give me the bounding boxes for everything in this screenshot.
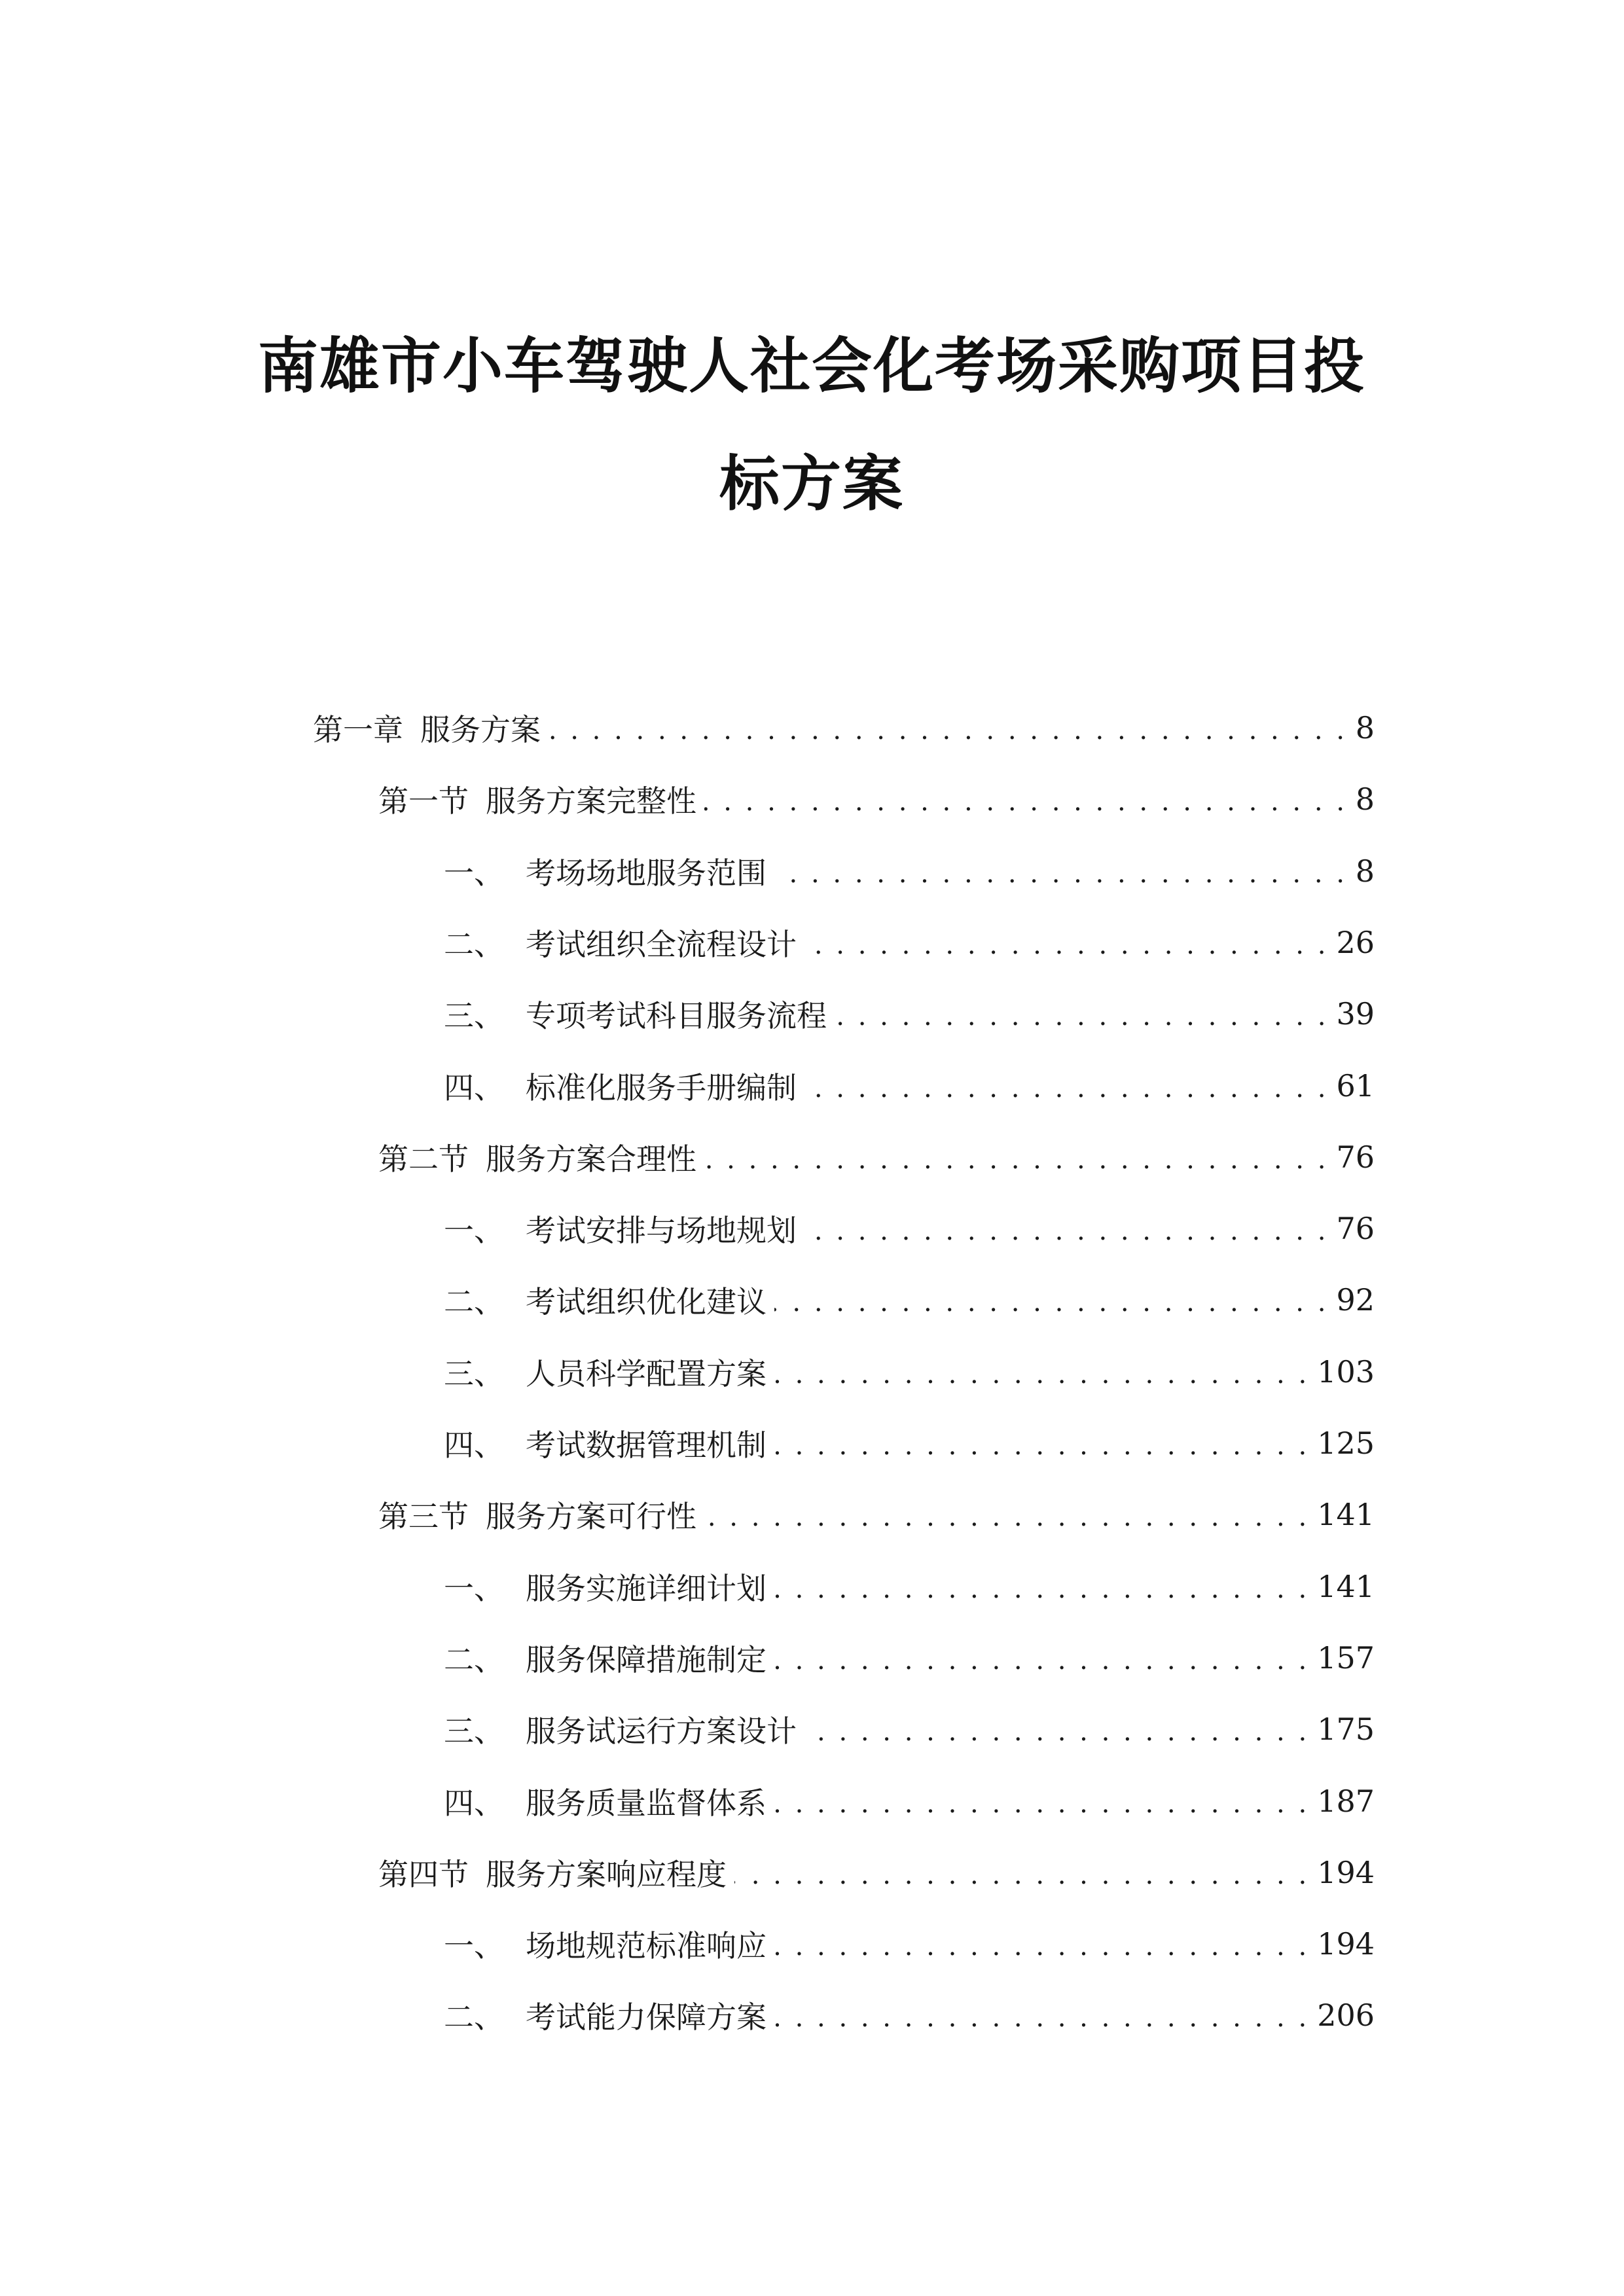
toc-leader-dots — [774, 1280, 1328, 1319]
toc-entry[interactable] — [444, 1908, 1375, 1980]
toc-entry[interactable] — [444, 835, 1375, 907]
toc-entry-number: 三、 — [444, 1355, 504, 1391]
toc-entry-text: 服务方案可行性 — [486, 1499, 696, 1535]
toc-entry-text: 专项考试科目服务流程 — [526, 998, 827, 1034]
toc-entry-number: 二、 — [444, 926, 504, 962]
toc-entry-number: 第四节 — [378, 1856, 469, 1892]
toc-entry[interactable] — [444, 1622, 1375, 1694]
toc-entry[interactable] — [444, 1551, 1375, 1623]
toc-entry[interactable] — [444, 1050, 1375, 1122]
toc-entry-text: 服务实施详细计划 — [526, 1570, 767, 1606]
toc-leader-dots — [804, 1209, 1328, 1248]
toc-entry-number: 四、 — [444, 1427, 504, 1463]
toc-entry-text: 服务方案合理性 — [486, 1141, 696, 1177]
toc-page-number: 8 — [1355, 781, 1375, 817]
toc-leader-dots — [774, 1567, 1309, 1606]
toc-leader-dots — [774, 852, 1347, 891]
toc-entry-text: 考试能力保障方案 — [526, 2000, 767, 2036]
toc-entry-number: 一、 — [444, 1213, 504, 1249]
toc-page-number: 141 — [1317, 1568, 1375, 1604]
toc-entry-label — [444, 1922, 767, 1965]
toc-entry[interactable] — [444, 906, 1375, 978]
toc-entry-text: 服务试运行方案设计 — [526, 1713, 797, 1749]
toc-entry-number: 第一节 — [378, 783, 469, 819]
toc-entry[interactable] — [444, 1264, 1375, 1336]
toc-entry-label — [444, 1350, 767, 1393]
toc-entry[interactable] — [378, 1121, 1375, 1193]
toc-entry[interactable] — [444, 1407, 1375, 1479]
toc-page-number: 141 — [1317, 1497, 1375, 1533]
toc-entry[interactable] — [444, 978, 1375, 1050]
toc-entry-label — [444, 1994, 767, 2037]
toc-entry-label — [444, 1708, 797, 1751]
toc-page-number: 26 — [1336, 924, 1375, 960]
toc-entry-label — [378, 1851, 727, 1894]
toc-entry-text: 服务方案 — [420, 712, 541, 747]
toc-entry-number: 第三节 — [378, 1499, 469, 1535]
toc-page-number: 194 — [1317, 1926, 1375, 1962]
toc-entry-label — [444, 1780, 767, 1823]
toc-page-number: 175 — [1317, 1712, 1375, 1748]
toc-entry[interactable] — [313, 692, 1375, 764]
toc-entry[interactable] — [444, 1193, 1375, 1265]
toc-leader-dots — [804, 923, 1328, 962]
toc-entry-text: 服务方案完整性 — [486, 783, 696, 819]
toc-entry-label — [313, 706, 541, 749]
toc-entry-number: 二、 — [444, 2000, 504, 2036]
toc-page-number: 92 — [1336, 1282, 1375, 1318]
toc-leader-dots — [549, 708, 1347, 747]
toc-entry-label — [444, 1565, 767, 1608]
toc-entry-text: 考试组织优化建议 — [526, 1284, 767, 1320]
toc-page-number: 157 — [1317, 1640, 1375, 1676]
toc-entry[interactable] — [378, 1479, 1375, 1551]
toc-entry-label — [444, 992, 827, 1035]
toc-leader-dots — [835, 994, 1328, 1033]
toc-page-number: 187 — [1317, 1783, 1375, 1819]
toc-page-number: 125 — [1317, 1426, 1375, 1461]
toc-entry-label — [378, 778, 696, 821]
toc-leader-dots — [774, 1996, 1309, 2035]
toc-entry[interactable] — [444, 1979, 1375, 2051]
toc-entry-number: 二、 — [444, 1284, 504, 1320]
toc-page-number: 8 — [1355, 853, 1375, 889]
toc-entry-text: 标准化服务手册编制 — [526, 1069, 797, 1105]
toc-entry-text: 人员科学配置方案 — [526, 1355, 767, 1391]
toc-entry[interactable] — [444, 1693, 1375, 1765]
toc-entry-text: 服务方案响应程度 — [486, 1856, 727, 1892]
toc-entry-label — [444, 1636, 767, 1679]
toc-entry-text: 考试数据管理机制 — [526, 1427, 767, 1463]
toc-leader-dots — [804, 1710, 1309, 1749]
toc-leader-dots — [774, 1924, 1309, 1964]
toc-page-number: 76 — [1336, 1211, 1375, 1247]
toc-leader-dots — [734, 1853, 1309, 1892]
toc-entry-number: 四、 — [444, 1069, 504, 1105]
toc-entry-label — [444, 850, 767, 893]
title-line-1: 南雄市小车驾驶人社会化考场采购项目投 — [257, 331, 1365, 401]
toc-entry-text: 考试组织全流程设计 — [526, 926, 797, 962]
toc-entry-text: 考试安排与场地规划 — [526, 1213, 797, 1249]
toc-page-number: 76 — [1336, 1139, 1375, 1175]
toc-entry-number: 第二节 — [378, 1141, 469, 1177]
toc-page-number: 39 — [1336, 996, 1375, 1032]
toc-entry-text: 考场场地服务范围 — [526, 855, 767, 891]
toc-page-number: 103 — [1317, 1354, 1375, 1390]
toc-leader-dots — [704, 1138, 1328, 1177]
toc-entry-number: 四、 — [444, 1785, 504, 1821]
toc-entry-text: 服务保障措施制定 — [526, 1641, 767, 1677]
toc-page-number: 206 — [1317, 1998, 1375, 2034]
toc-entry[interactable] — [444, 1765, 1375, 1837]
toc-entry[interactable] — [378, 763, 1375, 835]
document-title — [196, 308, 1427, 543]
toc-leader-dots — [704, 780, 1347, 819]
toc-entry-label — [378, 1136, 696, 1179]
toc-entry-number: 一、 — [444, 1928, 504, 1964]
toc-leader-dots — [774, 1638, 1309, 1677]
toc-entry-number: 二、 — [444, 1641, 504, 1677]
toc-leader-dots — [774, 1424, 1309, 1463]
toc-page-number: 61 — [1336, 1067, 1375, 1103]
toc-leader-dots — [774, 1352, 1309, 1391]
toc-entry-number: 一、 — [444, 1570, 504, 1606]
toc-entry[interactable] — [378, 1837, 1375, 1909]
toc-entry-text: 场地规范标准响应 — [526, 1928, 767, 1964]
toc-entry-label — [444, 1207, 797, 1250]
toc-leader-dots — [774, 1782, 1309, 1821]
toc-leader-dots — [804, 1066, 1328, 1105]
toc-entry-label — [378, 1493, 696, 1536]
toc-leader-dots — [704, 1495, 1309, 1534]
toc-entry-number: 三、 — [444, 1713, 504, 1749]
toc-page-number: 8 — [1355, 710, 1375, 745]
toc-entry-label — [444, 921, 797, 964]
toc-entry-label — [444, 1278, 767, 1321]
toc-entry-label — [444, 1422, 767, 1465]
toc-entry-text: 服务质量监督体系 — [526, 1785, 767, 1821]
toc-entry-number: 第一章 — [313, 712, 403, 747]
toc-entry-label — [444, 1064, 797, 1107]
toc-entry-number: 一、 — [444, 855, 504, 891]
toc-entry-number: 三、 — [444, 998, 504, 1034]
toc-page-number: 194 — [1317, 1854, 1375, 1890]
toc-entry[interactable] — [444, 1336, 1375, 1408]
title-line-2: 标方案 — [719, 449, 904, 519]
